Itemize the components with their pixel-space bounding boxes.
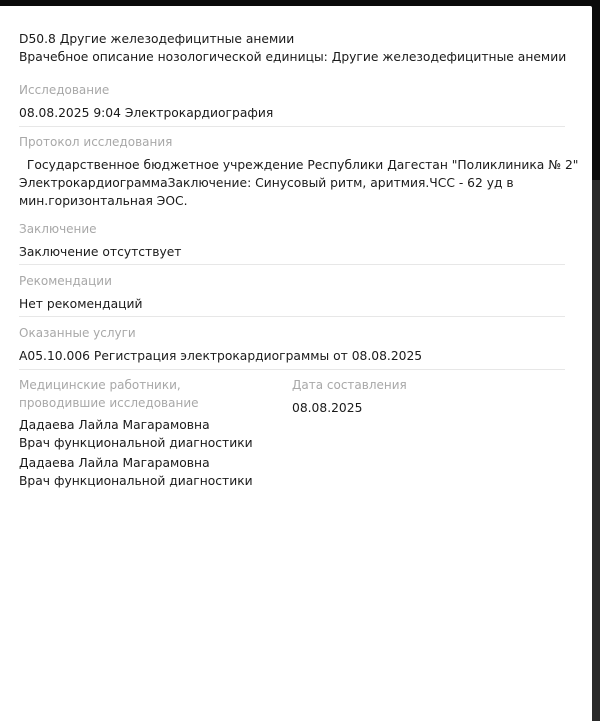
protocol-line-2: ЭлектрокардиограммаЗаключение: Синусовый ритм, аритмия.ЧСС - 62 уд в xyxy=(19,176,514,190)
workers-label: Медицинские работники, проводившие исследование xyxy=(19,378,199,410)
study-value: 08.08.2025 9:04 Электрокардиография xyxy=(19,106,274,120)
conclusion-label: Заключение xyxy=(19,222,97,236)
divider xyxy=(19,126,565,127)
divider xyxy=(19,264,565,265)
workers-section xyxy=(19,376,279,490)
services-label: Оказанные услуги xyxy=(19,326,136,340)
worker-entry xyxy=(19,416,279,452)
worker-entry xyxy=(19,454,279,490)
divider xyxy=(19,316,565,317)
worker-role: Врач функциональной диагностики xyxy=(19,436,253,450)
protocol-line-1: Государственное бюджетное учреждение Республики Дагестан "Поликлиника № 2" xyxy=(19,158,579,172)
recommendations-value: Нет рекомендаций xyxy=(19,297,143,311)
study-label: Исследование xyxy=(19,83,110,97)
diagnosis-code: D50.8 Другие железодефицитные анемии xyxy=(19,32,295,46)
protocol-label: Протокол исследования xyxy=(19,135,173,149)
compiled-date-value: 08.08.2025 xyxy=(292,401,363,415)
compiled-date-section xyxy=(292,376,552,417)
recommendations-section xyxy=(19,272,565,313)
worker-role: Врач функциональной диагностики xyxy=(19,474,253,488)
conclusion-section xyxy=(19,220,565,261)
study-section xyxy=(19,81,565,122)
protocol-line-3: мин.горизонтальная ЭОС. xyxy=(19,194,188,208)
divider xyxy=(19,369,565,370)
service-item: A05.10.006 Регистрация электрокардиограммы от 08.08.2025 xyxy=(19,349,423,363)
document-page xyxy=(0,6,592,721)
worker-name: Дадаева Лайла Магарамовна xyxy=(19,418,210,432)
protocol-section xyxy=(19,133,579,210)
diagnosis-description: Врачебное описание нозологической единицы: Другие железодефицитные анемии xyxy=(19,50,567,64)
scrollbar[interactable] xyxy=(592,180,600,721)
conclusion-value: Заключение отсутствует xyxy=(19,245,182,259)
services-section xyxy=(19,324,565,365)
compiled-date-label: Дата составления xyxy=(292,378,407,392)
worker-name: Дадаева Лайла Магарамовна xyxy=(19,456,210,470)
recommendations-label: Рекомендации xyxy=(19,274,112,288)
diagnosis-section xyxy=(19,30,565,66)
